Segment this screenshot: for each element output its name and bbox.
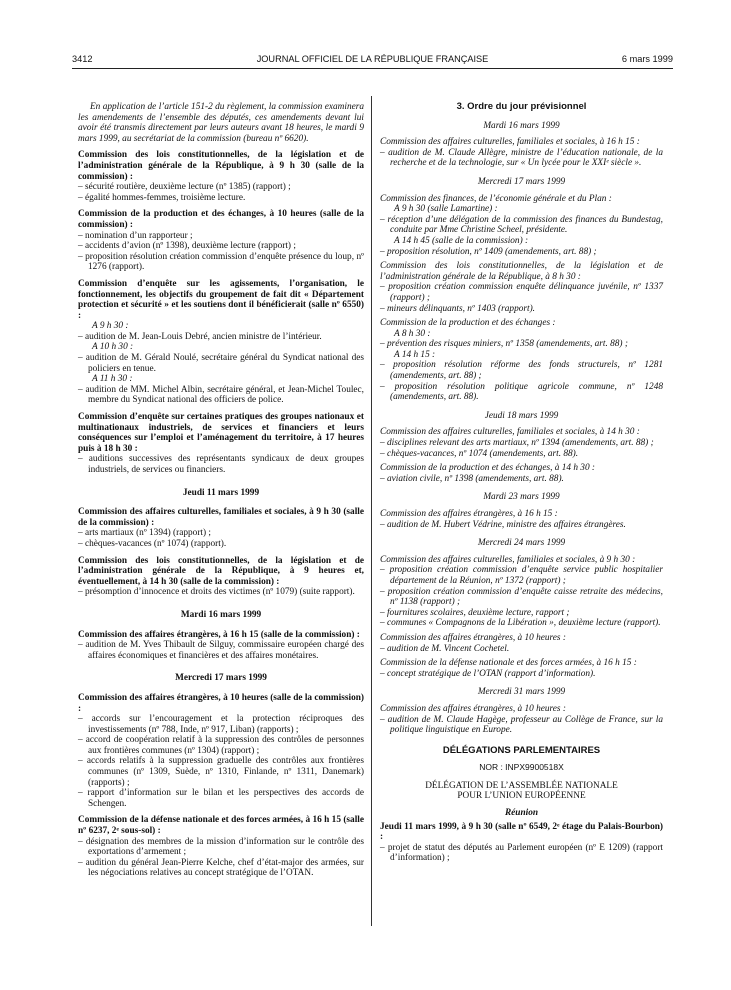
time-slot: A 9 h 30 : bbox=[92, 321, 129, 332]
committee-heading: Commission des affaires étrangères, à 16 h 15 : bbox=[380, 509, 558, 519]
delegations-title: DÉLÉGATIONS PARLEMENTAIRES bbox=[442, 744, 601, 756]
day-heading: Jeudi 11 mars 1999 bbox=[182, 487, 260, 498]
committee-heading: Commission de la production et des échanges : bbox=[380, 318, 556, 329]
agenda-item: – proposition création commission enquête délinquance juvénile, nº 1337 (rapport) ; bbox=[380, 282, 663, 303]
meeting-heading: Jeudi 11 mars 1999, à 9 h 30 (salle nº 6549, 2ᵉ étage du Palais-Bourbon) : bbox=[380, 821, 663, 843]
agenda-item: – audition de M. Yves Thibault de Silguy, commissaire européen chargé des affaires économiques et financières et des affaires monétaires. bbox=[78, 640, 364, 661]
committee-heading: Commission de la défense nationale et des forces armées, à 16 h 15 (salle nº 6237, 2ᵉ sous-sol) : bbox=[78, 815, 364, 837]
agenda-item: – audition de M. Claude Hagège, professeur au Collège de France, sur la politique linguistique en Europe. bbox=[380, 714, 663, 736]
committee-heading: Commission des affaires culturelles, familiales et sociales, à 9 h 30 (salle de la commission) : bbox=[78, 507, 364, 528]
agenda-item: – audition de M. Claude Allègre, ministre de l’éducation nationale, de la recherche et de la technologie, sur « Un lycée pour le XXIᵉ siècle ». bbox=[380, 147, 663, 169]
day-heading: Mardi 16 mars 1999 bbox=[180, 609, 262, 620]
agenda-block bbox=[78, 279, 364, 406]
committee-heading: Commission des affaires étrangères, à 10 heures (salle de la commission) : bbox=[78, 692, 364, 714]
agenda-item: – sécurité routière, deuxième lecture (nº 1385) (rapport) ; bbox=[78, 182, 291, 193]
page-number: 3412 bbox=[72, 54, 93, 64]
committee-heading: Commission des lois constitutionnelles, de la législation et de l’administration générale de la République, à 9 heures et, éventuellement, à 14 h 30 (salle de la commission) : bbox=[78, 555, 364, 587]
time-slot: A 14 h 15 : bbox=[394, 349, 436, 360]
agenda-item: – concept stratégique de l’OTAN (rapport d’information). bbox=[380, 668, 596, 679]
issue-date: 6 mars 1999 bbox=[621, 54, 673, 64]
agenda-block bbox=[380, 658, 663, 679]
time-slot: A 11 h 30 : bbox=[92, 374, 133, 385]
journal-title: JOURNAL OFFICIEL DE LA RÉPUBLIQUE FRANÇAISE bbox=[256, 54, 489, 64]
agenda-item: – accidents d’avion (nº 1398), deuxième lecture (rapport) ; bbox=[78, 241, 296, 252]
agenda-item: – chèques-vacances (nº 1074) (rapport). bbox=[78, 538, 227, 549]
time-slot: A 14 h 45 (salle de la commission) : bbox=[394, 235, 529, 246]
committee-heading: Commission des affaires étrangères, à 10 heures : bbox=[380, 632, 566, 643]
committee-heading: Commission d’enquête sur les agissements, l’organisation, le fonctionnement, les objectifs du groupement de fait dit « Département protection et sécurité » et les soutiens dont il bénéficierait (salle nº 6550) : bbox=[78, 278, 364, 321]
agenda-item: – proposition résolution, nº 1409 (amendements, art. 88) ; bbox=[380, 246, 597, 257]
agenda-item: – disciplines relevant des arts martiaux, nº 1394 (amendements, art. 88) ; bbox=[380, 438, 654, 449]
time-slot: A 10 h 30 : bbox=[92, 342, 134, 353]
committee-heading: Commission des affaires culturelles, familiales et sociales, à 16 h 15 : bbox=[380, 137, 640, 148]
agenda-block bbox=[380, 555, 663, 629]
agenda-block bbox=[380, 509, 663, 530]
agenda-block bbox=[78, 556, 364, 598]
right-column bbox=[380, 102, 663, 864]
reunion-heading: Réunion bbox=[504, 808, 539, 819]
day-heading: Mercredi 17 mars 1999 bbox=[175, 673, 267, 684]
section-title: 3. Ordre du jour prévisionnel bbox=[456, 101, 587, 112]
agenda-item: – proposition résolution création commission d’enquête présence du loup, nº 1276 (rapport). bbox=[78, 251, 364, 273]
committee-heading: Commission de la production et des échanges, à 10 heures (salle de la commission) : bbox=[78, 209, 364, 230]
column-separator bbox=[371, 96, 372, 926]
agenda-item: – chèques-vacances, nº 1074 (amendements, art. 88). bbox=[380, 448, 579, 459]
committee-heading: Commission des affaires étrangères, à 10 heures : bbox=[380, 703, 566, 714]
time-slot: A 8 h 30 : bbox=[394, 328, 431, 339]
left-column bbox=[78, 102, 364, 885]
agenda-block bbox=[78, 507, 364, 549]
agenda-block bbox=[380, 463, 663, 484]
agenda-block bbox=[380, 704, 663, 736]
agenda-block bbox=[380, 137, 663, 169]
agenda-block bbox=[78, 412, 364, 476]
agenda-block bbox=[380, 427, 663, 459]
agenda-block bbox=[380, 261, 663, 314]
agenda-item: – aviation civile, nº 1398 (amendements, art. 88). bbox=[380, 473, 564, 484]
committee-heading: Commission des affaires étrangères, à 16 h 15 (salle de la commission) : bbox=[78, 629, 360, 640]
agenda-item: – fournitures scolaires, deuxième lecture, rapport ; bbox=[380, 607, 570, 618]
agenda-item: – arts martiaux (nº 1394) (rapport) ; bbox=[78, 528, 211, 539]
agenda-block bbox=[78, 209, 364, 273]
agenda-item: – égalité hommes-femmes, troisième lecture. bbox=[78, 192, 246, 203]
day-heading: Mardi 16 mars 1999 bbox=[483, 120, 560, 131]
agenda-item: – proposition création commission d’enquête service public hospitalier département de la Réunion, nº 1372 (rapport) ; bbox=[380, 565, 663, 586]
agenda-item: – réception d’une délégation de la commission des finances du Bundestag, conduite par Mme Christine Scheel, présidente. bbox=[380, 214, 663, 236]
agenda-item: – nomination d’un rapporteur ; bbox=[78, 230, 193, 241]
agenda-item: – accords relatifs à la suppression graduelle des contrôles aux frontières communes (nº 1309, Suède, nº 1310, Finlande, nº 1311, Danemark) (rapports) ; bbox=[78, 756, 364, 788]
delegations-section bbox=[380, 746, 663, 864]
agenda-item: – présomption d’innocence et droits des victimes (nº 1079) (suite rapport). bbox=[78, 587, 355, 598]
header-rule bbox=[72, 68, 673, 69]
agenda-item: – proposition création commission d’enquête caisse retraite des médecins, nº 1138 (rapport) ; bbox=[380, 586, 663, 608]
agenda-item: – accord de coopération relatif à la suppression des contrôles de personnes aux frontières communes (nº 1304) (rapport) ; bbox=[78, 735, 364, 756]
agenda-item: – rapport d’information sur le bilan et les perspectives des accords de Schengen. bbox=[78, 788, 364, 809]
agenda-block bbox=[78, 630, 364, 662]
agenda-item: – mineurs délinquants, nº 1403 (rapport). bbox=[380, 303, 535, 314]
agenda-item: – projet de statut des députés au Parlement européen (nº E 1209) (rapport d’information) ; bbox=[380, 842, 663, 864]
committee-heading: Commission des affaires culturelles, familiales et sociales, à 14 h 30 : bbox=[380, 427, 640, 438]
agenda-item: – audition de M. Gérald Noulé, secrétaire général du Syndicat national des policiers en tenue. bbox=[78, 353, 364, 374]
agenda-item: – accords sur l’encouragement et la protection réciproques des investissements (nº 788, Inde, nº 917, Liban) (rapports) ; bbox=[78, 714, 364, 735]
agenda-item: – prévention des risques miniers, nº 1358 (amendements, art. 88) ; bbox=[380, 339, 628, 350]
delegation-name-line: DÉLÉGATION DE L’ASSEMBLÉE NATIONALE bbox=[425, 780, 618, 791]
intro-paragraph: En application de l’article 151-2 du règlement, la commission examinera les amendements de l’ensemble des députés, ces amendements devant lui avoir été transmis directement par leurs auteurs avant 18 heures, le mardi 9 mars 1999, au secrétariat de la commission (bureau nº 6620). bbox=[78, 102, 364, 144]
agenda-item: – proposition résolution réforme des fonds structurels, nº 1281 (amendements, art. 88) ; bbox=[380, 360, 663, 382]
agenda-block bbox=[380, 318, 663, 403]
agenda-block bbox=[78, 693, 364, 810]
agenda-item: – proposition résolution politique agricole commune, nº 1248 (amendements, art. 88). bbox=[380, 381, 663, 403]
agenda-block bbox=[380, 633, 663, 654]
day-heading: Mercredi 31 mars 1999 bbox=[477, 687, 566, 698]
agenda-item: – audition de M. Jean-Louis Debré, ancien ministre de l’intérieur. bbox=[78, 331, 322, 342]
committee-heading: Commission de la défense nationale et des forces armées, à 16 h 15 : bbox=[380, 658, 637, 669]
day-heading: Mardi 23 mars 1999 bbox=[483, 492, 560, 503]
agenda-item: – audition de MM. Michel Albin, secrétaire général, et Jean-Michel Toulec, membre du Syndicat national des officiers de police. bbox=[78, 384, 364, 406]
agenda-block bbox=[78, 815, 364, 879]
committee-heading: Commission des finances, de l’économie générale et du Plan : bbox=[380, 193, 612, 204]
day-heading: Jeudi 18 mars 1999 bbox=[484, 410, 559, 421]
nor-reference: NOR : INPX9900518X bbox=[479, 762, 564, 773]
page-header bbox=[72, 54, 673, 67]
agenda-item: – audition du général Jean-Pierre Kelche, chef d’état-major des armées, sur les négociations relatives au concept stratégique de l’OTAN. bbox=[78, 857, 364, 879]
committee-heading: Commission des lois constitutionnelles, de la législation et de l’administration générale de la République, à 9 h 30 (salle de la commission) : bbox=[78, 150, 364, 182]
agenda-item: – audition de M. Vincent Cochetel. bbox=[380, 643, 510, 654]
delegation-name-line: POUR L’UNION EUROPÉENNE bbox=[457, 791, 586, 802]
agenda-block bbox=[380, 194, 663, 258]
agenda-item: – auditions successives des représentants syndicaux de deux groupes industriels, de services ou financiers. bbox=[78, 454, 364, 475]
committee-heading: Commission d’enquête sur certaines pratiques des groupes nationaux et multinationaux industriels, de services et financiers et leurs conséquences sur l’emploi et l’aménagement du territoire, à 17 heures puis à 18 h 30 : bbox=[78, 412, 364, 454]
time-slot: A 9 h 30 (salle Lamartine) : bbox=[394, 204, 498, 215]
committee-heading: Commission des lois constitutionnelles, de la législation et de l’administration générale de la République, à 8 h 30 : bbox=[380, 261, 663, 282]
day-heading: Mercredi 17 mars 1999 bbox=[477, 176, 566, 187]
committee-heading: Commission des affaires culturelles, familiales et sociales, à 9 h 30 : bbox=[380, 554, 636, 565]
agenda-item: – communes « Compagnons de la Libération », deuxième lecture (rapport). bbox=[380, 618, 661, 629]
committee-heading: Commission de la production et des échanges, à 14 h 30 : bbox=[380, 463, 596, 474]
agenda-item: – audition de M. Hubert Védrine, ministre des affaires étrangères. bbox=[380, 519, 626, 530]
day-heading: Mercredi 24 mars 1999 bbox=[477, 538, 566, 549]
agenda-item: – désignation des membres de la mission d’information sur le contrôle des exportations d’armement ; bbox=[78, 836, 364, 858]
agenda-block bbox=[78, 150, 364, 203]
